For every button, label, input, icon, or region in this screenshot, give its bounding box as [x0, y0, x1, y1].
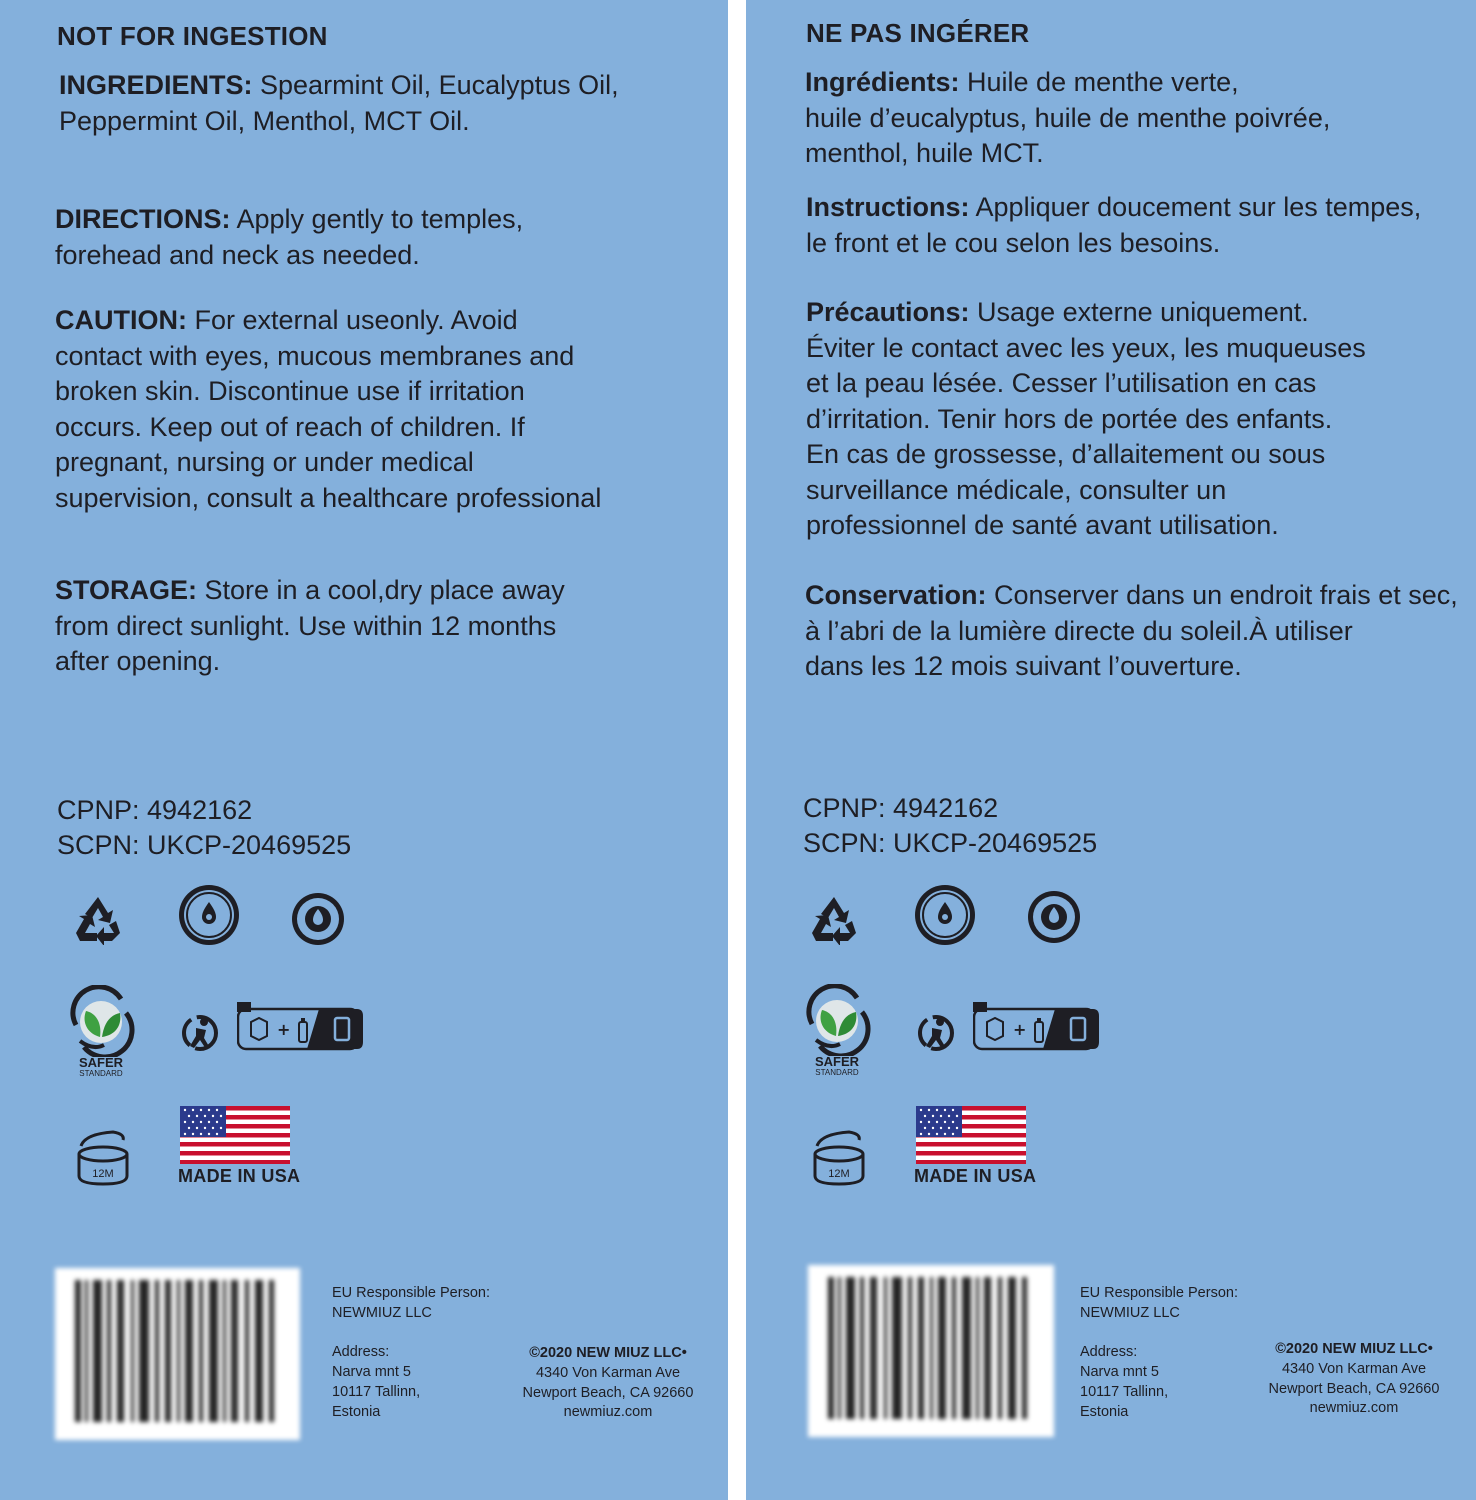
sulfate-free-badge-icon: [1027, 890, 1081, 944]
conservation-label: Conservation:: [805, 580, 987, 610]
conservation-text: Conserver dans un endroit frais et sec,: [986, 580, 1458, 610]
barcode-image: [55, 1268, 300, 1440]
registration-numbers: [803, 791, 1097, 861]
ingredients-label: Ingrédients:: [805, 67, 960, 97]
scpn-number: SCPN: UKCP-20469525: [803, 828, 1098, 858]
ne-pas-ingerer-heading: NE PAS INGÉRER: [806, 18, 1030, 48]
svg-text:+: +: [1013, 1020, 1027, 1039]
company-info: [1254, 1340, 1454, 1419]
cpnp-number: CPNP: 4942162: [803, 793, 999, 823]
safer-label: SAFER: [814, 1054, 860, 1069]
ingredients-text: huile d’eucalyptus, huile de menthe poivrée,: [805, 102, 1331, 133]
caution-text: pregnant, nursing or under medical: [55, 447, 474, 477]
cruelty-free-seal-icon: [914, 884, 976, 946]
directions-label: DIRECTIONS:: [55, 204, 231, 234]
conservation-text: dans les 12 mois suivant l’ouverture.: [805, 651, 1242, 681]
eu-title: EU Responsible Person:: [1080, 1285, 1238, 1301]
company-city: Newport Beach, CA 92660: [1268, 1380, 1440, 1397]
eu-title: EU Responsible Person:: [332, 1285, 490, 1301]
usa-flag-icon: [180, 1106, 290, 1164]
not-for-ingestion-heading: NOT FOR INGESTION: [57, 21, 328, 51]
precautions-text: et la peau lésée. Cesser l’utilisation en cas: [806, 368, 1317, 398]
storage-label: STORAGE:: [55, 575, 198, 605]
barcode-image: [808, 1265, 1054, 1437]
caution-text: occurs. Keep out of reach of children. If: [55, 411, 525, 442]
label-panel-english: [0, 0, 728, 1500]
safer-standard-badge-icon: [66, 985, 136, 1078]
pao-label: 12M: [828, 1168, 850, 1180]
storage-text: from direct sunlight. Use within 12 months: [55, 610, 557, 641]
storage-text: after opening.: [55, 646, 221, 676]
ingredients-label: INGREDIENTS:: [59, 70, 253, 100]
instructions-text: Appliquer doucement sur les tempes,: [969, 192, 1422, 222]
made-in-usa-label: MADE IN USA: [914, 1166, 1037, 1186]
ingredients-text: Huile de menthe verte,: [959, 67, 1239, 97]
storage-text: Store in a cool,dry place away: [197, 575, 565, 605]
directions-text: Apply gently to temples,: [230, 204, 524, 234]
eu-address-line: 10117 Tallinn,: [1080, 1383, 1169, 1400]
triman-sorting-icon: [973, 1002, 1101, 1052]
caution-text: broken skin. Discontinue use if irritation: [55, 376, 525, 406]
recycle-person-icon: [180, 1014, 220, 1052]
eu-address-line: Narva mnt 5: [332, 1364, 411, 1381]
company-street: 4340 Von Karman Ave: [1281, 1360, 1427, 1377]
copyright-line: ©2020 NEW MIUZ LLC•: [1275, 1341, 1433, 1357]
caution-text: contact with eyes, mucous membranes and: [55, 340, 575, 371]
cpnp-number: CPNP: 4942162: [57, 795, 253, 825]
standard-label: STANDARD: [815, 1068, 859, 1077]
standard-label: STANDARD: [79, 1069, 123, 1078]
ingredients-section: [805, 65, 1465, 172]
precautions-text: d’irritation. Tenir hors de portée des enfants.: [806, 403, 1333, 434]
ingredients-text: menthol, huile MCT.: [805, 138, 1044, 168]
eu-address-line: Estonia: [1080, 1403, 1129, 1420]
eu-address-line: Estonia: [332, 1403, 381, 1420]
company-city: Newport Beach, CA 92660: [522, 1384, 694, 1401]
precautions-section: [806, 295, 1466, 544]
precautions-text: En cas de grossesse, d’allaitement ou sous: [806, 439, 1326, 469]
label-panel-french: [746, 0, 1476, 1500]
directions-section: [55, 202, 715, 273]
scpn-number: SCPN: UKCP-20469525: [57, 830, 352, 860]
period-after-opening-icon: [75, 1130, 131, 1188]
pao-label: 12M: [92, 1168, 114, 1180]
cruelty-free-seal-icon: [178, 884, 240, 946]
eu-address-label: Address:: [1080, 1344, 1138, 1361]
precautions-text: Usage externe uniquement.: [969, 297, 1309, 327]
company-website: newmiuz.com: [1309, 1400, 1399, 1417]
caution-text: For external useonly. Avoid: [186, 305, 518, 335]
ingredients-text: Spearmint Oil, Eucalyptus Oil,: [252, 70, 619, 100]
recycle-icon: [70, 893, 126, 945]
copyright-line: ©2020 NEW MIUZ LLC•: [529, 1345, 687, 1361]
precautions-text: surveillance médicale, consulter un: [806, 474, 1227, 505]
precautions-text: professionnel de santé avant utilisation.: [806, 510, 1279, 540]
eu-address-line: Narva mnt 5: [1080, 1364, 1159, 1381]
recycle-icon: [806, 893, 862, 945]
usa-flag-icon: [916, 1106, 1026, 1164]
conservation-text: à l’abri de la lumière directe du soleil.À utiliser: [805, 615, 1353, 646]
safer-standard-badge-icon: [802, 984, 872, 1077]
triman-sorting-icon: [237, 1002, 365, 1052]
conservation-section: [805, 578, 1465, 685]
eu-responsible-person: [332, 1284, 490, 1423]
caution-label: CAUTION:: [55, 305, 187, 335]
instructions-text: le front et le cou selon les besoins.: [806, 227, 1221, 258]
caution-section: [55, 303, 715, 516]
svg-text:+: +: [277, 1020, 291, 1039]
precautions-label: Précautions:: [806, 297, 970, 327]
sulfate-free-badge-icon: [291, 892, 345, 946]
eu-address-line: 10117 Tallinn,: [332, 1383, 421, 1400]
period-after-opening-icon: [811, 1130, 867, 1188]
eu-name: NEWMIUZ LLC: [332, 1304, 432, 1321]
precautions-text: Éviter le contact avec les yeux, les muqueuses: [806, 332, 1366, 363]
ingredients-section: [59, 68, 719, 139]
ingredients-text: Peppermint Oil, Menthol, MCT Oil.: [59, 105, 470, 136]
made-in-usa-label: MADE IN USA: [178, 1166, 301, 1186]
eu-responsible-person: [1080, 1284, 1238, 1423]
company-street: 4340 Von Karman Ave: [535, 1364, 681, 1381]
registration-numbers: [57, 793, 351, 863]
recycle-person-icon: [916, 1014, 956, 1052]
safer-label: SAFER: [78, 1055, 124, 1070]
eu-name: NEWMIUZ LLC: [1080, 1304, 1180, 1321]
company-info: [508, 1344, 708, 1423]
company-website: newmiuz.com: [563, 1404, 653, 1421]
storage-section: [55, 573, 715, 680]
instructions-label: Instructions:: [806, 192, 970, 222]
caution-text: supervision, consult a healthcare professional: [55, 482, 602, 513]
directions-text: forehead and neck as needed.: [55, 239, 420, 270]
instructions-section: [806, 190, 1466, 261]
eu-address-label: Address:: [332, 1344, 390, 1361]
